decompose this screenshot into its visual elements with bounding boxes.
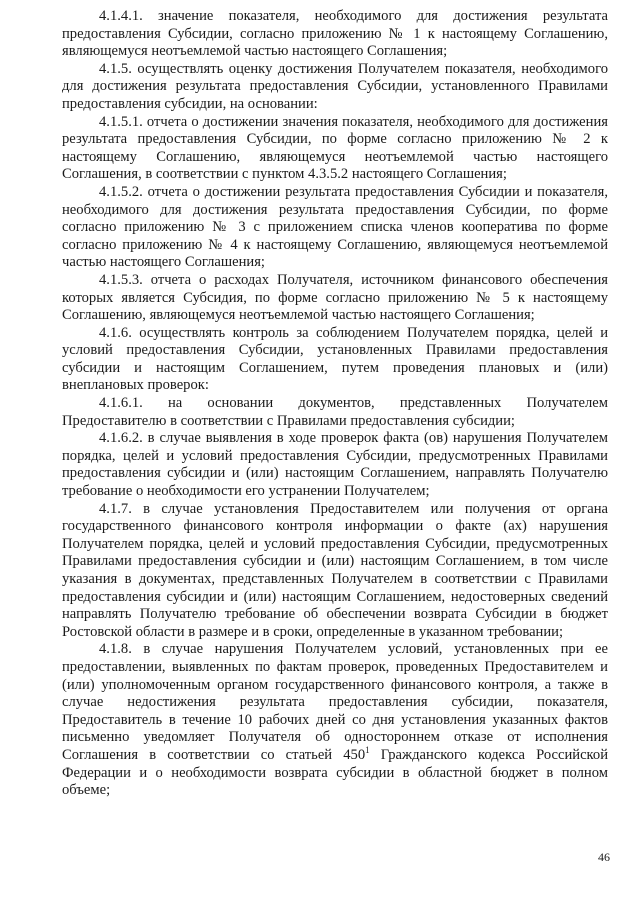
- paragraph-4-1-6: 4.1.6. осуществлять контроль за соблюдением Получателем порядка, целей и условий предоставления Субсидии, установленных Правилами предоставления субсидии и настоящим Соглашением, путем проведения плановых и (или) внеплановых проверок:: [62, 324, 608, 394]
- paragraph-4-1-8-text-end: Гражданского кодекса Российской Федерации и о необходимости возврата субсидии в областной бюджет в полном объеме;: [62, 746, 609, 799]
- paragraph-4-1-5-2: 4.1.5.2. отчета о достижении результата предоставления Субсидии и показателя, необходимого для достижения результата предоставления Субсидии, по форме согласно приложению № 3 с приложением списка членов кооператива по форме согласно приложению № 4 к настоящему Соглашению, являющемуся неотъемлемой частью настоящего Соглашения;: [62, 183, 608, 271]
- article-superscript: 1: [365, 745, 370, 756]
- paragraph-4-1-8-text-start: 4.1.8. в случае нарушения Получателем условий, установленных при ее предоставлении, выявленных по фактам проверок, проведенных Предоставителем и (или) уполномоченным органом государственного финансового контроля, а также в случае недостижения результата предоставления субсидии, показателя, Предоставитель в течение 10 рабочих дней со дня установления указанных фактов письменно уведомляет Получателя об одностороннем отказе от исполнения Соглашения в соответствии со статьей 450: [62, 641, 608, 763]
- page-number: 46: [598, 850, 610, 864]
- paragraph-4-1-5: 4.1.5. осуществлять оценку достижения Получателем показателя, необходимого для достижения результата предоставления Субсидии, установленного Правилами предоставления субсидии, на основании:: [62, 60, 608, 112]
- paragraph-4-1-4-1: 4.1.4.1. значение показателя, необходимого для достижения результата предоставления Субсидии, согласно приложению № 1 к настоящему Соглашению, являющемуся неотъемлемой частью настоящего Соглашения;: [62, 8, 608, 60]
- paragraph-4-1-6-1: 4.1.6.1. на основании документов, представленных Получателем Предоставителю в соответствии с Правилами предоставления субсидии;: [62, 395, 608, 429]
- paragraph-4-1-7: 4.1.7. в случае установления Предоставителем или получения от органа государственного финансового контроля информации о факте (ах) нарушения Получателем порядка, целей и условий предоставления Субсидии, предусмотренных Правилами предоставления субсидии и (или) настоящим Соглашением, в том числе указания в документах, представленных Получателем в соответствии с Правилами предоставления субсидии и (или) настоящим Соглашением, недостоверных сведений направлять Получателю требование об обеспечении возврата Субсидии в бюджет Ростовской области в размере и в сроки, определенные в указанном требовании;: [62, 500, 608, 640]
- paragraph-4-1-6-2: 4.1.6.2. в случае выявления в ходе проверок факта (ов) нарушения Получателем порядка, целей и условий предоставления Субсидии, предусмотренных Правилами предоставления субсидии и (или) настоящим Соглашением, направлять Получателю требование о необходимости его устранении Получателем;: [62, 430, 608, 500]
- paragraph-4-1-8: [62, 641, 608, 799]
- document-body: [62, 8, 608, 800]
- paragraph-4-1-5-1: 4.1.5.1. отчета о достижении значения показателя, необходимого для достижения результата предоставления Субсидии, по форме согласно приложению № 2 к настоящему Соглашению, являющемуся неотъемлемой частью настоящего Соглашения, в соответствии с пунктом 4.3.5.2 настоящего Соглашения;: [62, 113, 608, 183]
- paragraph-4-1-5-3: 4.1.5.3. отчета о расходах Получателя, источником финансового обеспечения которых является Субсидия, по форме согласно приложению № 5 к настоящему Соглашению, являющемуся неотъемлемой частью настоящего Соглашения;: [62, 271, 608, 324]
